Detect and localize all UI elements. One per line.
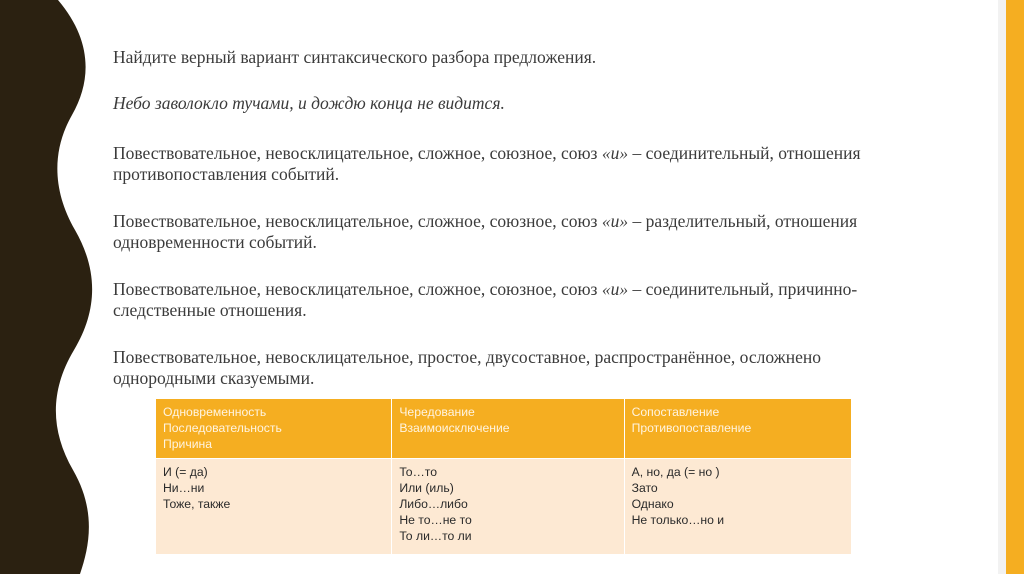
- header-cell: Чередование Взаимоисключение: [392, 399, 624, 459]
- option-text: – соединительный, причинно-следственные отношения.: [113, 279, 858, 320]
- option-1[interactable]: [113, 143, 873, 185]
- option-text: – разделительный, отношения одновременности событий.: [113, 211, 858, 252]
- conjunction: «и»: [601, 279, 629, 299]
- option-text: Повествовательное, невосклицательное, сложное, союзное, союз: [113, 211, 602, 231]
- header-cell: Одновременность Последовательность Причина: [156, 399, 392, 459]
- conjunction: «и»: [601, 143, 629, 163]
- option-text: Повествовательное, невосклицательное, простое, двусоставное, распространённое, осложнено однородными сказуемыми.: [113, 347, 822, 388]
- table-header-row: [156, 399, 852, 459]
- table-cell: И (= да) Ни…ни Тоже, также: [156, 459, 392, 555]
- right-margin-strip: [998, 0, 1006, 574]
- option-text: Повествовательное, невосклицательное, сложное, союзное, союз: [113, 143, 602, 163]
- table-cell: То…то Или (иль) Либо…либо Не то…не то То ли…то ли: [392, 459, 624, 555]
- table-row: [156, 459, 852, 555]
- sentence-to-parse: Небо заволокло тучами, и дождю конца не видится.: [113, 93, 505, 113]
- option-text: Повествовательное, невосклицательное, сложное, союзное, союз: [113, 279, 602, 299]
- accent-bar: [1006, 0, 1024, 574]
- conjunction-table: [155, 398, 852, 555]
- task-prompt: Найдите верный вариант синтаксического разбора предложения.: [113, 47, 597, 67]
- wavy-side-decoration: [0, 0, 120, 574]
- header-cell: Сопоставление Противопоставление: [624, 399, 851, 459]
- option-2[interactable]: [113, 211, 873, 253]
- table-cell: А, но, да (= но ) Зато Однако Не только…но и: [624, 459, 851, 555]
- conjunction: «и»: [601, 211, 629, 231]
- option-4[interactable]: [113, 347, 873, 389]
- option-3[interactable]: [113, 279, 873, 321]
- option-text: – соединительный, отношения противопоставления событий.: [113, 143, 861, 184]
